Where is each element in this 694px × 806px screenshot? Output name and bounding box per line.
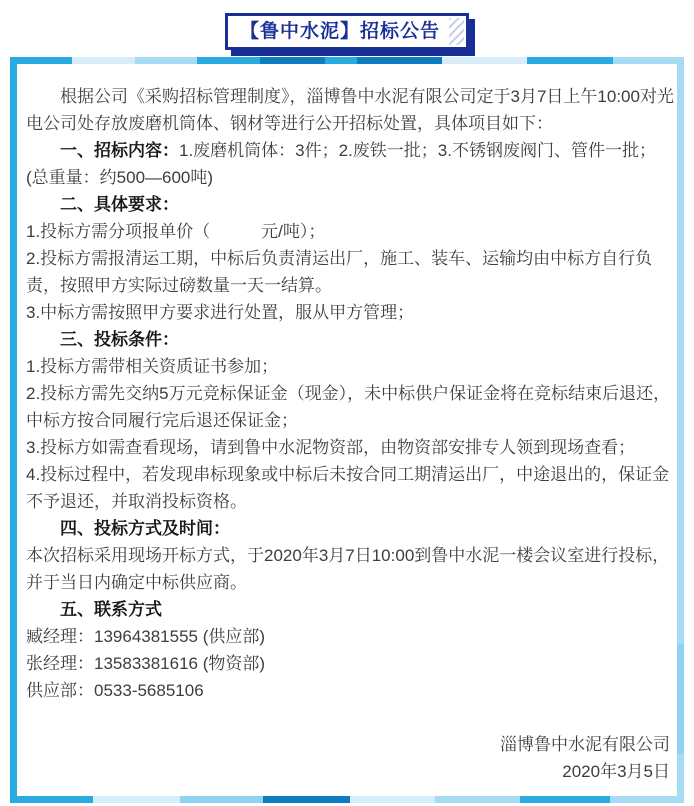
text-line: 3.投标方如需查看现场，请到鲁中水泥物资部，由物资部安排专人领到现场查看； [26, 438, 636, 457]
text-line: 臧经理：13964381555 (供应部) [26, 627, 266, 646]
text-line: 4.投标过程中，若发现串标现象或中标后未按合同工期清运出厂，中途退出的，保证金 [26, 465, 670, 484]
page-title: 【鲁中水泥】招标公告 [239, 21, 441, 42]
text-line: 淄博鲁中水泥有限公司 [500, 735, 670, 754]
document-body [26, 83, 674, 785]
frame-top-border [10, 57, 684, 64]
text-line: 责，按照甲方实际过磅数量一天一结算。 [26, 276, 332, 295]
text-line: 中标方按合同履行完后退还保证金； [26, 411, 298, 430]
diagonal-stripe-decoration-icon [449, 18, 464, 45]
text-line: 1.投标方需带相关资质证书参加； [26, 357, 279, 376]
text-line: (总重量：约500—600吨) [26, 168, 214, 187]
section-label: 一、招标内容： [60, 141, 179, 160]
text-line: 3.中标方需按照甲方要求进行处置，服从甲方管理； [26, 303, 415, 322]
text-line: 并于当日内确定中标供应商。 [26, 573, 247, 592]
text-line: 一、招标内容：1.废磨机筒体：3件；2.废铁一批；3.不锈钢废阀门、管件一批； [60, 141, 656, 160]
frame-right-border [677, 64, 684, 796]
text-line: 不予退还，并取消投标资格。 [26, 492, 247, 511]
frame-left-border [10, 64, 17, 796]
blank-line [26, 704, 670, 731]
text-line: 三、投标条件： [60, 330, 179, 349]
text-line: 根据公司《采购招标管理制度》，淄博鲁中水泥有限公司定于3月7日上午10:00对光 [60, 87, 674, 106]
text-line: 电公司处存放废磨机筒体、钢材等进行公开招标处置，具体项目如下： [26, 114, 553, 133]
text-line: 1.投标方需分项报单价（ 元/吨）； [26, 222, 326, 241]
title-banner [225, 13, 469, 50]
text-line: 供应部：0533-5685106 [26, 681, 204, 700]
text-line: 四、投标方式及时间： [60, 519, 230, 538]
frame-bottom-border [10, 796, 684, 803]
text-line: 二、具体要求： [60, 195, 179, 214]
text-line: 张经理：13583381616 (物资部) [26, 654, 266, 673]
text-line: 五、联系方式 [60, 600, 162, 619]
text-line: 本次招标采用现场开标方式，于2020年3月7日10:00到鲁中水泥一楼会议室进行投标， [26, 546, 670, 565]
text-line: 2.投标方需先交纳5万元竞标保证金（现金），未中标供户保证金将在竞标结束后退还， [26, 384, 671, 403]
text-line: 2020年3月5日 [562, 762, 670, 781]
text-line: 2.投标方需报清运工期，中标后负责清运出厂，施工、装车、运输均由中标方自行负 [26, 249, 653, 268]
